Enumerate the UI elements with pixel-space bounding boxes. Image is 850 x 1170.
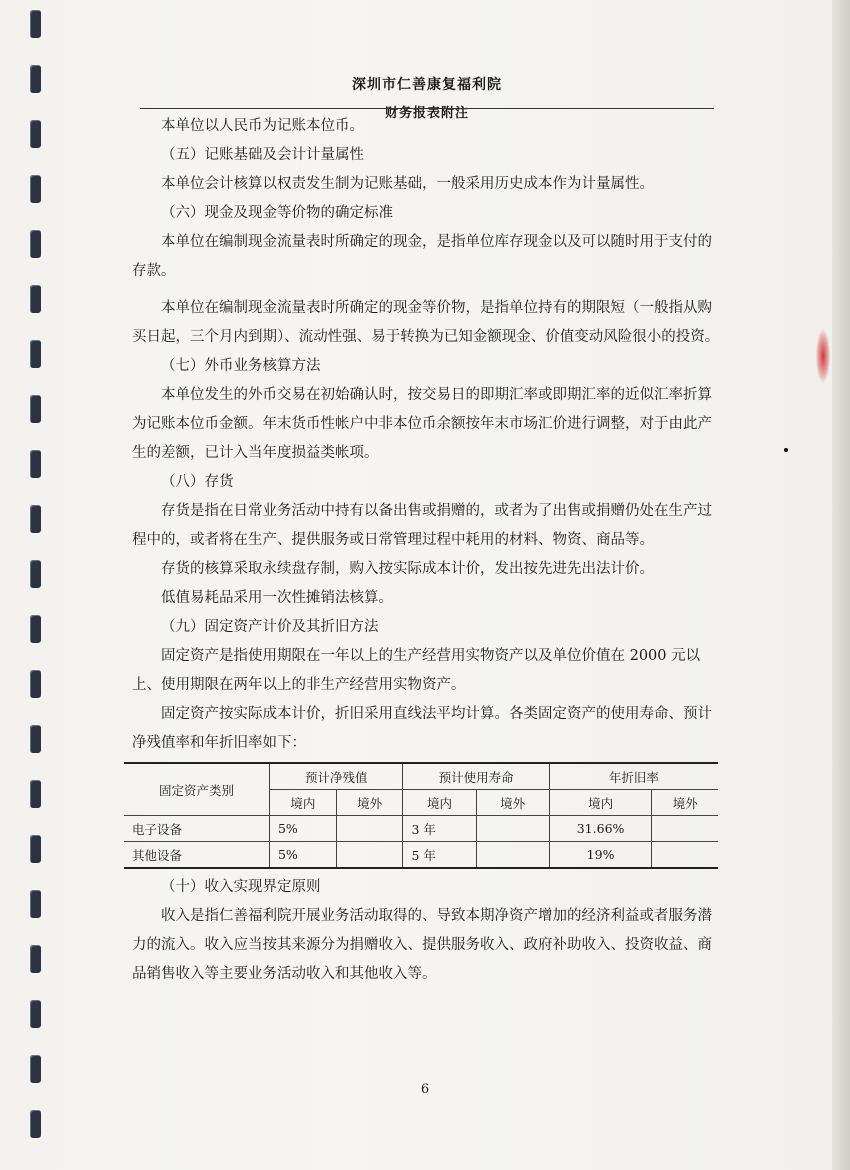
binding-ring — [30, 560, 41, 588]
cell-rate-foreign — [652, 816, 718, 842]
binding-ring — [30, 285, 41, 313]
depreciation-table — [124, 762, 718, 869]
th-sub-domestic: 境内 — [549, 790, 652, 816]
cell-category: 其他设备 — [124, 842, 269, 869]
ink-dot — [784, 448, 788, 452]
cell-residual-foreign — [336, 842, 403, 869]
section-heading-5: （五）记账基础及会计计量属性 — [161, 147, 364, 163]
cell-life-foreign — [476, 842, 549, 869]
binding-ring — [30, 395, 41, 423]
paragraph-line: 本单位在编制现金流量表时所确定的现金等价物，是指单位持有的期限短（一般指从购 — [161, 300, 712, 316]
section-heading-7: （七）外币业务核算方法 — [161, 358, 321, 374]
paragraph-line: 上、使用期限在两年以上的非生产经营用实物资产。 — [132, 677, 466, 693]
paragraph-line: 力的流入。收入应当按其来源分为捐赠收入、提供服务收入、政府补助收入、投资收益、商 — [132, 937, 712, 953]
section-heading-8: （八）存货 — [161, 474, 234, 490]
section-heading-6: （六）现金及现金等价物的确定标准 — [161, 205, 393, 221]
th-sub-domestic: 境内 — [269, 790, 336, 816]
cell-life-domestic: 3 年 — [403, 816, 476, 842]
cell-residual-domestic: 5% — [269, 842, 336, 869]
binding-ring — [30, 505, 41, 533]
binding-ring — [30, 780, 41, 808]
table-row — [124, 816, 718, 842]
binding-ring — [30, 890, 41, 918]
cell-rate-foreign — [652, 842, 718, 869]
cell-life-foreign — [476, 816, 549, 842]
th-rate: 年折旧率 — [549, 763, 718, 790]
th-sub-domestic: 境内 — [403, 790, 476, 816]
binding-ring — [30, 1055, 41, 1083]
paragraph-line: 存款。 — [132, 263, 176, 279]
binding-ring — [30, 670, 41, 698]
th-sub-foreign: 境外 — [476, 790, 549, 816]
paragraph-line: 收入是指仁善福利院开展业务活动取得的、导致本期净资产增加的经济利益或者服务潜 — [161, 908, 712, 924]
spiral-binding — [30, 0, 44, 1170]
binding-ring — [30, 175, 41, 203]
paragraph: 本单位以人民币为记账本位币。 — [161, 118, 364, 134]
cell-residual-domestic: 5% — [269, 816, 336, 842]
binding-ring — [30, 615, 41, 643]
th-life: 预计使用寿命 — [403, 763, 549, 790]
cell-category: 电子设备 — [124, 816, 269, 842]
seal-stamp-fragment — [816, 330, 830, 382]
th-sub-foreign: 境外 — [336, 790, 403, 816]
th-sub-foreign: 境外 — [652, 790, 718, 816]
binding-ring — [30, 725, 41, 753]
binding-ring — [30, 1110, 41, 1138]
paragraph-line: 品销售收入等主要业务活动收入和其他收入等。 — [132, 966, 437, 982]
binding-ring — [30, 340, 41, 368]
binding-ring — [30, 450, 41, 478]
paragraph-line: 为记账本位币金额。年末货币性帐户中非本位币余额按年末市场汇价进行调整，对于由此产 — [132, 416, 712, 432]
page-body — [132, 112, 720, 989]
paragraph: 本单位会计核算以权责发生制为记账基础，一般采用历史成本作为计量属性。 — [161, 176, 654, 192]
page-number: 6 — [420, 1082, 430, 1097]
binding-ring — [30, 835, 41, 863]
header-org-name: 深圳市仁善康复福利院 — [352, 77, 502, 93]
binding-ring — [30, 1000, 41, 1028]
binding-ring — [30, 65, 41, 93]
cell-life-domestic: 5 年 — [403, 842, 476, 869]
th-category: 固定资产类别 — [124, 763, 269, 816]
paragraph-line: 程中的，或者将在生产、提供服务或日常管理过程中耗用的材料、物资、商品等。 — [132, 532, 654, 548]
paragraph-line: 固定资产按实际成本计价，折旧采用直线法平均计算。各类固定资产的使用寿命、预计 — [161, 706, 712, 722]
header-subtitle: 财务报表附注 — [384, 106, 469, 121]
paragraph-line: 买日起，三个月内到期）、流动性强、易于转换为已知金额现金、价值变动风险很小的投资。 — [132, 329, 720, 345]
page-edge-shadow — [832, 0, 850, 1170]
th-residual: 预计净残值 — [269, 763, 403, 790]
binding-ring — [30, 10, 41, 38]
cell-rate-domestic: 19% — [549, 842, 652, 869]
section-heading-9: （九）固定资产计价及其折旧方法 — [161, 619, 379, 635]
paragraph-line: 本单位发生的外币交易在初始确认时，按交易日的即期汇率或即期汇率的近似汇率折算 — [161, 387, 712, 403]
cell-rate-domestic: 31.66% — [549, 816, 652, 842]
binding-ring — [30, 945, 41, 973]
paragraph-line: 本单位在编制现金流量表时所确定的现金，是指单位库存现金以及可以随时用于支付的 — [161, 234, 712, 250]
binding-ring — [30, 230, 41, 258]
paragraph: 存货的核算采取永续盘存制，购入按实际成本计价，发出按先进先出法计价。 — [161, 561, 654, 577]
cell-residual-foreign — [336, 816, 403, 842]
paragraph: 低值易耗品采用一次性摊销法核算。 — [161, 590, 393, 606]
paragraph-line: 净残值率和年折旧率如下： — [132, 735, 306, 751]
header-divider — [140, 108, 714, 109]
paragraph-line: 存货是指在日常业务活动中持有以备出售或捐赠的，或者为了出售或捐赠仍处在生产过 — [161, 503, 712, 519]
binding-ring — [30, 120, 41, 148]
paragraph-line: 生的差额，已计入当年度损益类帐项。 — [132, 445, 379, 461]
table-row — [124, 842, 718, 869]
section-heading-10: （十）收入实现界定原则 — [161, 879, 321, 895]
paragraph-line: 固定资产是指使用期限在一年以上的生产经营用实物资产以及单位价值在 2000 元以 — [161, 648, 701, 664]
